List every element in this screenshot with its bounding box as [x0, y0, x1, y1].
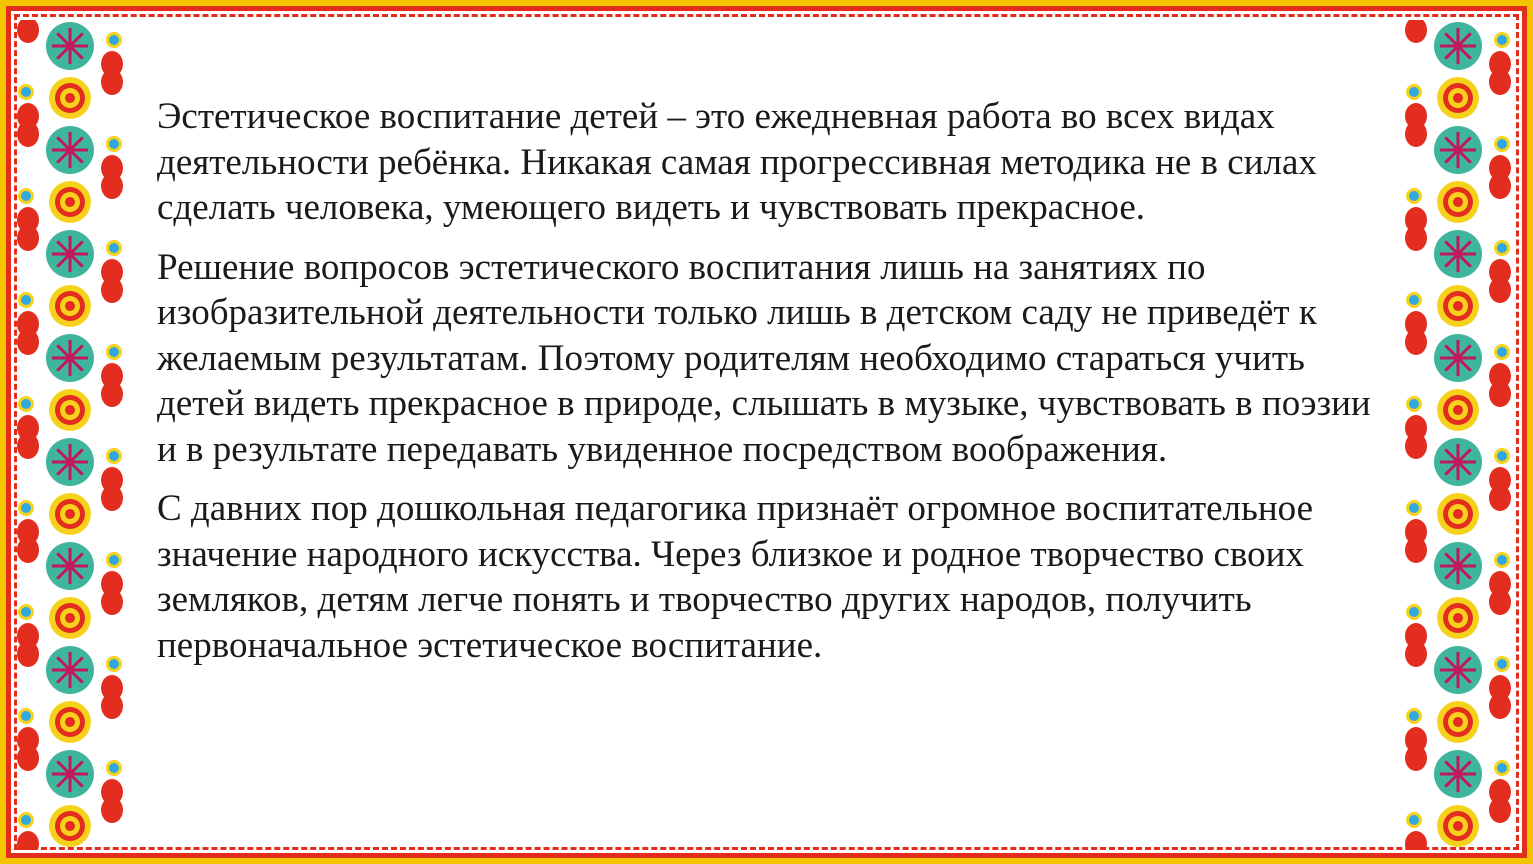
- paragraph-3: С давних пор дошкольная педагогика признаёт огромное воспитательное значение народного искусства. Через близкое и родное творчество своих земляков, детям легче понять и творчество других народов, получить первоначальное эстетическое воспитание.: [157, 488, 1314, 666]
- snowflake-medallion-icon: [1434, 542, 1482, 590]
- sun-rosette-icon: [49, 493, 91, 535]
- red-oval-icon: [1405, 641, 1427, 667]
- red-oval-icon: [1405, 745, 1427, 771]
- snowflake-medallion-icon: [1434, 126, 1482, 174]
- red-oval-icon: [1489, 381, 1511, 407]
- snowflake-medallion-icon: [1434, 334, 1482, 382]
- red-oval-icon: [101, 173, 123, 199]
- red-oval-icon: [1489, 797, 1511, 823]
- snowflake-medallion-icon: [1434, 22, 1482, 70]
- sun-rosette-icon: [1437, 77, 1479, 119]
- blue-dot-icon: [1494, 656, 1510, 672]
- red-oval-icon: [1489, 693, 1511, 719]
- blue-dot-icon: [18, 396, 34, 412]
- red-oval-icon: [101, 69, 123, 95]
- red-oval-icon: [1489, 589, 1511, 615]
- sun-rosette-icon: [49, 77, 91, 119]
- red-oval-icon: [101, 797, 123, 823]
- blue-dot-icon: [18, 292, 34, 308]
- snowflake-medallion-icon: [46, 230, 94, 278]
- snowflake-medallion-icon: [46, 438, 94, 486]
- snowflake-medallion-icon: [46, 542, 94, 590]
- red-oval-icon: [1489, 173, 1511, 199]
- snowflake-medallion-icon: [46, 126, 94, 174]
- red-oval-icon: [101, 277, 123, 303]
- blue-dot-icon: [1406, 708, 1422, 724]
- red-oval-icon: [101, 589, 123, 615]
- blue-dot-icon: [106, 344, 122, 360]
- red-oval-icon: [1405, 433, 1427, 459]
- blue-dot-icon: [1494, 552, 1510, 568]
- paragraph-1: Эстетическое воспитание детей – это ежедневная работа во всех видах деятельности ребёнка. Никакая самая прогрессивная методика не в силах сделать человека, умеющего видеть и чувствовать прекрасное.: [157, 96, 1317, 228]
- blue-dot-icon: [18, 84, 34, 100]
- red-oval-icon: [17, 433, 39, 459]
- sun-rosette-icon: [49, 597, 91, 639]
- red-oval-icon: [101, 693, 123, 719]
- red-oval-icon: [1489, 277, 1511, 303]
- red-oval-icon: [17, 329, 39, 355]
- red-oval-icon: [1405, 329, 1427, 355]
- blue-dot-icon: [1494, 344, 1510, 360]
- blue-dot-icon: [1494, 760, 1510, 776]
- blue-dot-icon: [106, 136, 122, 152]
- sun-rosette-icon: [49, 285, 91, 327]
- blue-dot-icon: [18, 812, 34, 828]
- sun-rosette-icon: [49, 805, 91, 847]
- snowflake-medallion-icon: [46, 646, 94, 694]
- snowflake-medallion-icon: [1434, 438, 1482, 486]
- blue-dot-icon: [1494, 448, 1510, 464]
- blue-dot-icon: [1494, 136, 1510, 152]
- blue-dot-icon: [1494, 32, 1510, 48]
- red-oval-icon: [101, 381, 123, 407]
- red-oval-icon: [17, 745, 39, 771]
- blue-dot-icon: [106, 656, 122, 672]
- blue-dot-icon: [1406, 812, 1422, 828]
- blue-dot-icon: [106, 240, 122, 256]
- blue-dot-icon: [18, 188, 34, 204]
- red-oval-icon: [1405, 20, 1427, 43]
- blue-dot-icon: [1494, 240, 1510, 256]
- snowflake-medallion-icon: [1434, 230, 1482, 278]
- snowflake-medallion-icon: [46, 22, 94, 70]
- sun-rosette-icon: [1437, 389, 1479, 431]
- red-oval-icon: [17, 537, 39, 563]
- blue-dot-icon: [106, 448, 122, 464]
- red-oval-icon: [1405, 121, 1427, 147]
- sun-rosette-icon: [49, 389, 91, 431]
- sun-rosette-icon: [1437, 493, 1479, 535]
- blue-dot-icon: [1406, 500, 1422, 516]
- red-oval-icon: [17, 831, 39, 850]
- sun-rosette-icon: [1437, 701, 1479, 743]
- blue-dot-icon: [1406, 84, 1422, 100]
- right-ornament-strip: [1398, 20, 1518, 850]
- sun-rosette-icon: [1437, 597, 1479, 639]
- snowflake-medallion-icon: [46, 334, 94, 382]
- red-oval-icon: [1489, 69, 1511, 95]
- slide-body: [157, 94, 1377, 682]
- sun-rosette-icon: [1437, 285, 1479, 327]
- blue-dot-icon: [18, 708, 34, 724]
- blue-dot-icon: [18, 604, 34, 620]
- blue-dot-icon: [1406, 188, 1422, 204]
- blue-dot-icon: [1406, 292, 1422, 308]
- snowflake-medallion-icon: [46, 750, 94, 798]
- red-oval-icon: [17, 641, 39, 667]
- sun-rosette-icon: [49, 181, 91, 223]
- sun-rosette-icon: [1437, 805, 1479, 847]
- red-oval-icon: [1405, 831, 1427, 850]
- red-oval-icon: [17, 20, 39, 43]
- sun-rosette-icon: [49, 701, 91, 743]
- red-oval-icon: [17, 225, 39, 251]
- blue-dot-icon: [106, 32, 122, 48]
- red-oval-icon: [1489, 485, 1511, 511]
- paragraph-2: Решение вопросов эстетического воспитания лишь на занятиях по изобразительной деятельности только лишь в детском саду не приведёт к желаемым результатам. Поэтому родителям необходимо стараться учить детей видеть прекрасное в природе, слышать в музыке, чувствовать в поэзии и в результате передавать увиденное посредством воображения.: [157, 246, 1371, 470]
- sun-rosette-icon: [1437, 181, 1479, 223]
- left-ornament-strip: [10, 20, 130, 850]
- red-oval-icon: [1405, 537, 1427, 563]
- blue-dot-icon: [106, 760, 122, 776]
- snowflake-medallion-icon: [1434, 750, 1482, 798]
- snowflake-medallion-icon: [1434, 646, 1482, 694]
- red-oval-icon: [1405, 225, 1427, 251]
- blue-dot-icon: [106, 552, 122, 568]
- blue-dot-icon: [1406, 396, 1422, 412]
- blue-dot-icon: [18, 500, 34, 516]
- red-oval-icon: [101, 485, 123, 511]
- red-oval-icon: [17, 121, 39, 147]
- blue-dot-icon: [1406, 604, 1422, 620]
